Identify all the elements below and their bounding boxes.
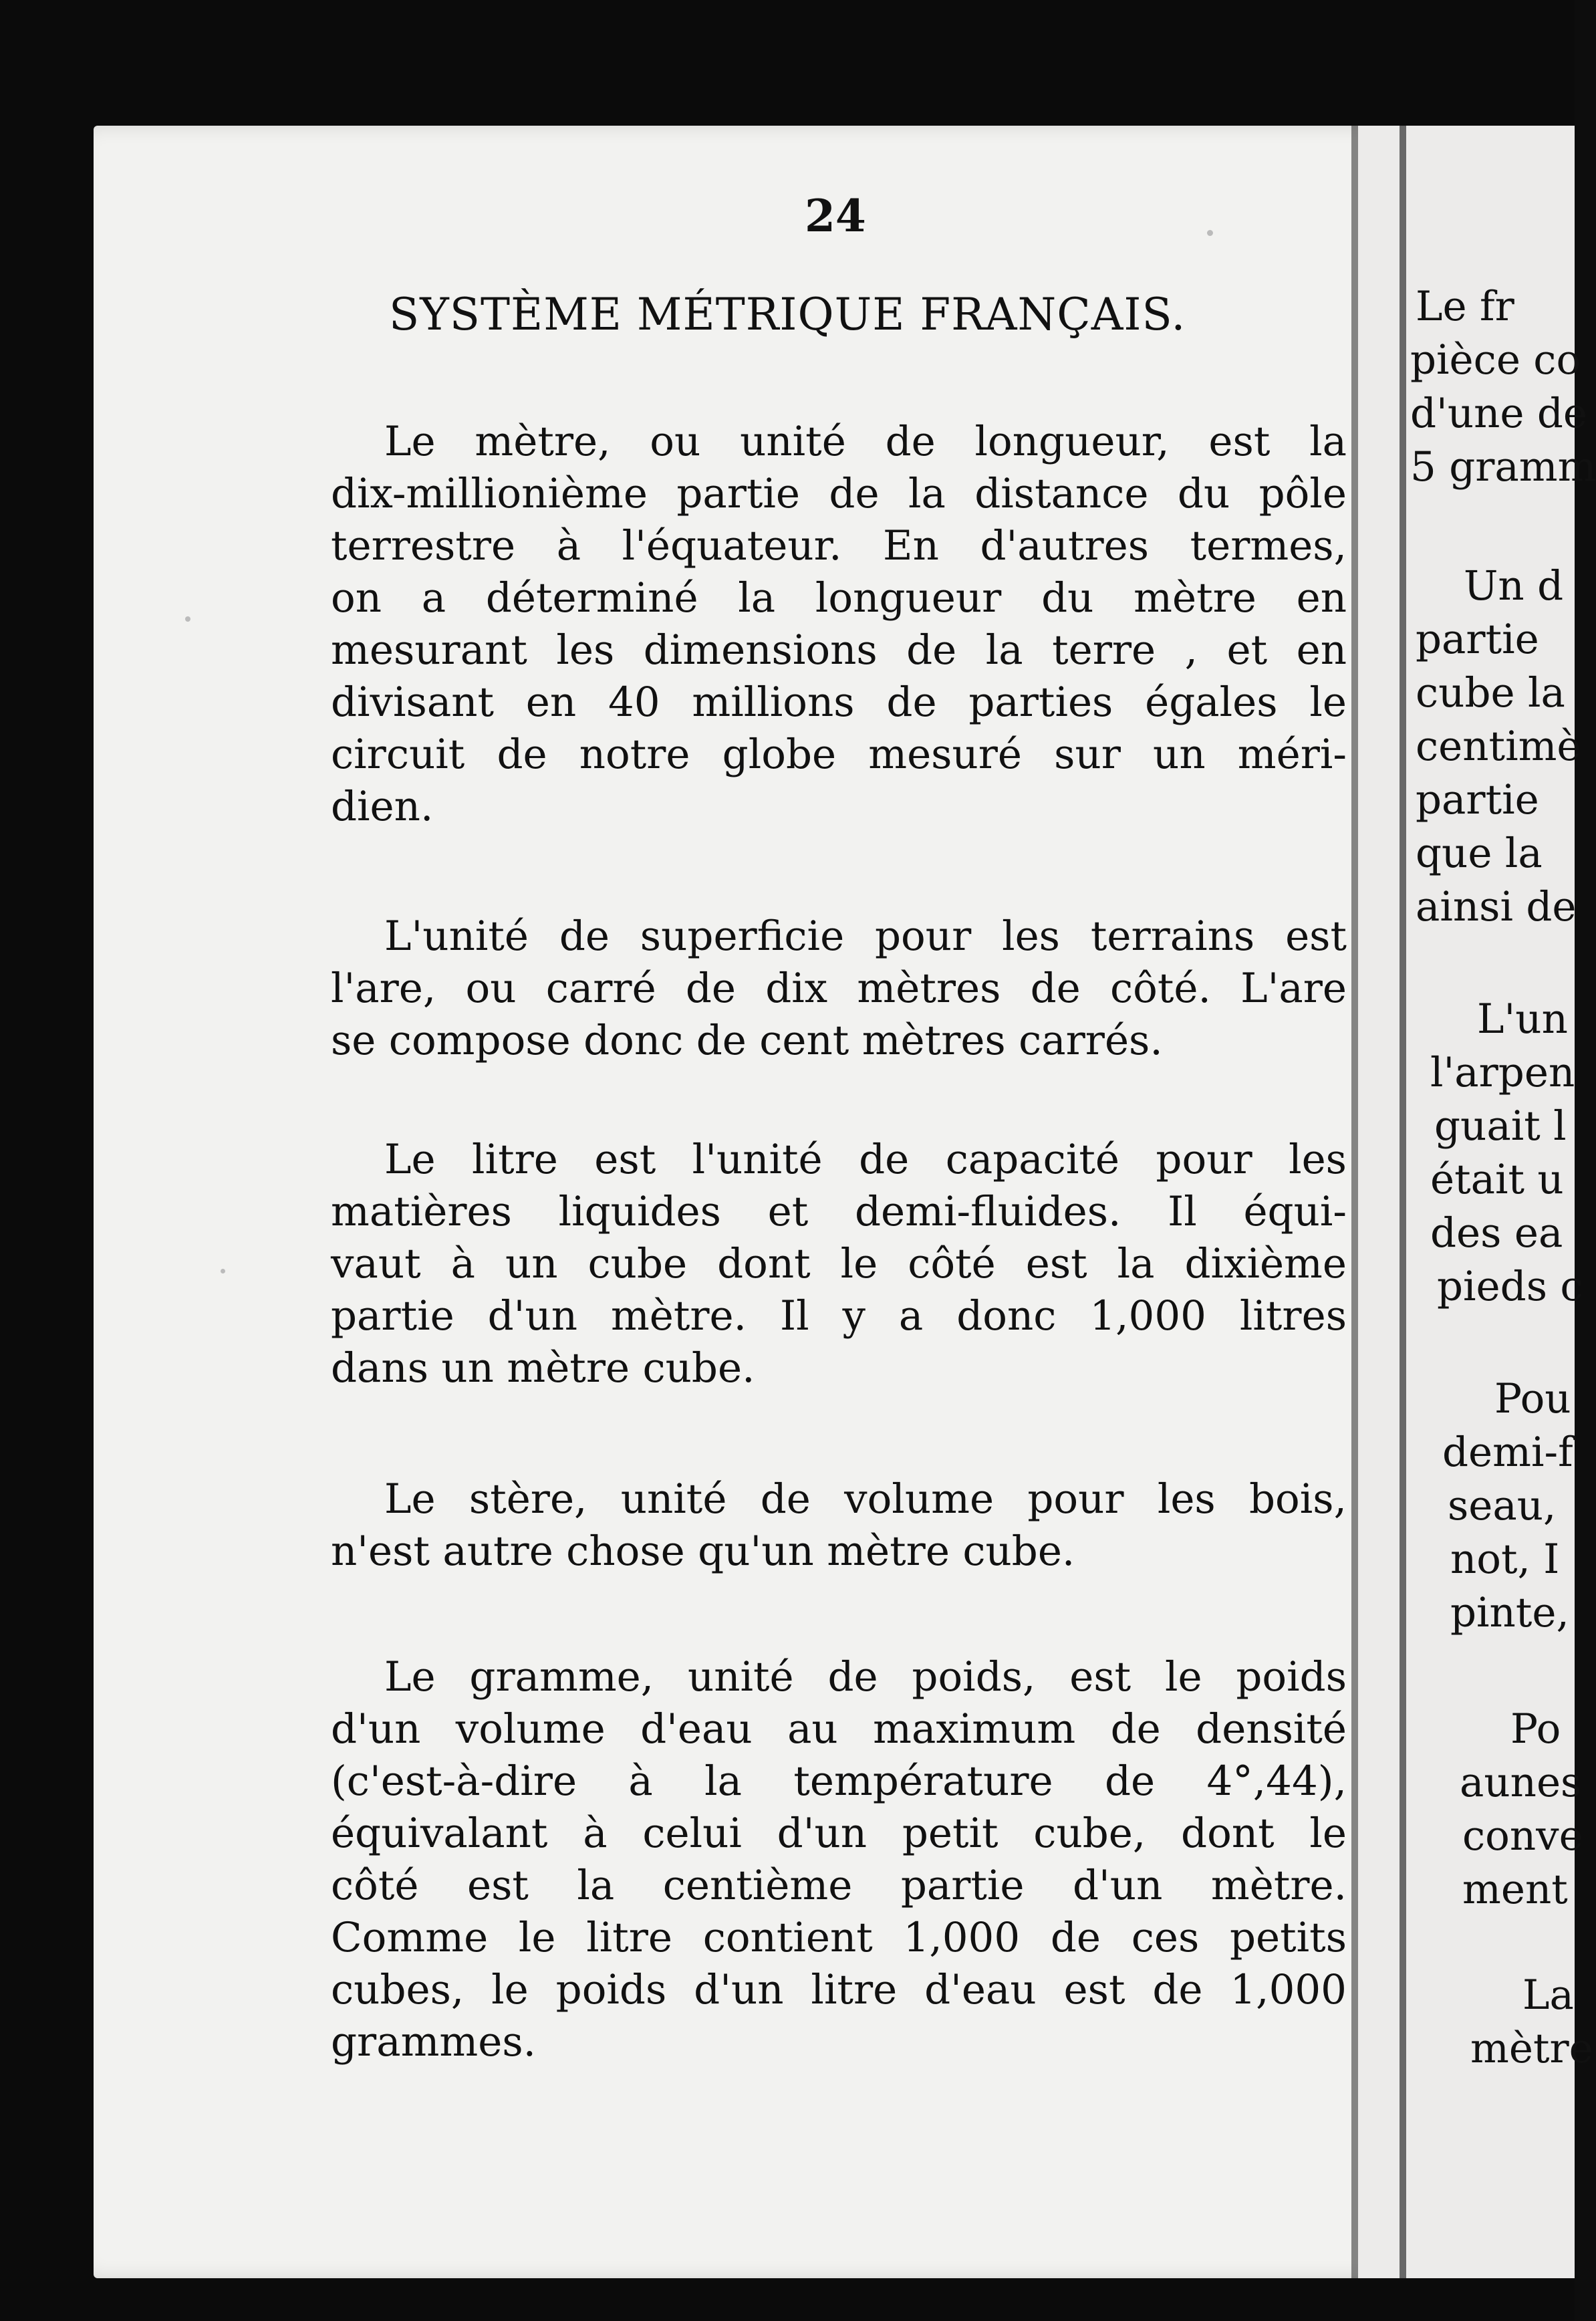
right-page-fragment: cube la — [1416, 669, 1565, 717]
right-page-fragment: conve — [1462, 1812, 1583, 1860]
right-page-fragment: des ea — [1430, 1209, 1563, 1257]
paragraph-line: Comme le litre contient 1,000 de ces petits — [331, 1914, 1347, 1961]
page-edge-shadow — [1400, 126, 1406, 2278]
paragraph-line: dix-millionième partie de la distance du pôle — [331, 470, 1347, 517]
paragraph-line: l'are, ou carré de dix mètres de côté. L'are — [331, 965, 1347, 1012]
right-page-fragment: aunes — [1460, 1759, 1582, 1806]
print-speck — [1207, 230, 1213, 236]
paragraph-line: divisant en 40 millions de parties égales le — [331, 679, 1347, 726]
right-page-fragment: seau, — [1448, 1482, 1557, 1530]
right-page-fragment: demi-f — [1442, 1429, 1573, 1476]
right-page-fragment: d'une de — [1410, 390, 1588, 437]
paragraph-line: d'un volume d'eau au maximum de densité — [331, 1705, 1347, 1753]
right-page-fragment: mètre — [1470, 2025, 1593, 2072]
right-page-fragment: L'un — [1477, 995, 1568, 1043]
paragraph-line: équivalant à celui d'un petit cube, dont le — [331, 1810, 1347, 1857]
paragraph-line: mesurant les dimensions de la terre , et en — [331, 626, 1347, 674]
paragraph-line: Le stère, unité de volume pour les bois, — [384, 1475, 1347, 1523]
right-page-fragment: l'arpen — [1430, 1049, 1575, 1096]
paragraph-line: dans un mètre cube. — [331, 1344, 755, 1392]
print-speck — [221, 1269, 225, 1273]
right-page-fragment: Pou — [1494, 1375, 1571, 1423]
paragraph-line: Le gramme, unité de poids, est le poids — [384, 1653, 1347, 1701]
right-page-fragment: partie — [1416, 776, 1539, 824]
page-title: SYSTÈME MÉTRIQUE FRANÇAIS. — [389, 289, 1186, 340]
right-page-fragment: Un d — [1464, 562, 1564, 610]
paragraph-line: on a déterminé la longueur du mètre en — [331, 574, 1347, 622]
paragraph-line: Le mètre, ou unité de longueur, est la — [384, 418, 1347, 465]
print-speck — [185, 616, 190, 622]
right-page-fragment: not, I — [1450, 1536, 1560, 1583]
paragraph-line: matières liquides et demi-fluides. Il équi- — [331, 1188, 1347, 1235]
right-page-fragment: La — [1522, 1971, 1574, 2019]
paragraph-line: L'unité de superficie pour les terrains est — [384, 912, 1347, 960]
right-page-fragment: que la — [1416, 830, 1543, 877]
paragraph-line: (c'est-à-dire à la température de 4°,44), — [331, 1757, 1347, 1805]
paragraph-line: n'est autre chose qu'un mètre cube. — [331, 1528, 1075, 1575]
paragraph-line: grammes. — [331, 2018, 537, 2066]
right-page-fragment: était u — [1430, 1156, 1564, 1203]
right-page-fragment: centimè — [1416, 723, 1581, 770]
right-page-fragment: ainsi de — [1416, 883, 1577, 931]
right-page-fragment: pinte, — [1450, 1589, 1569, 1636]
paragraph-line: cubes, le poids d'un litre d'eau est de 1,000 — [331, 1966, 1347, 2013]
right-page-fragment: partie — [1416, 616, 1539, 663]
paragraph-line: vaut à un cube dont le côté est la dixième — [331, 1240, 1347, 1288]
right-page-fragment: 5 gramm — [1410, 443, 1596, 491]
paragraph-line: dien. — [331, 783, 434, 830]
paragraph-line: se compose donc de cent mètres carrés. — [331, 1017, 1163, 1064]
page-number: 24 — [805, 190, 866, 242]
paragraph-line: partie d'un mètre. Il y a donc 1,000 litres — [331, 1292, 1347, 1340]
right-page-fragment: pieds c — [1437, 1263, 1583, 1310]
paragraph-line: circuit de notre globe mesuré sur un méri- — [331, 731, 1347, 778]
right-page-fragment: Le fr — [1416, 283, 1514, 330]
paragraph-line: terrestre à l'équateur. En d'autres termes, — [331, 522, 1347, 570]
right-page-fragment: Po — [1510, 1705, 1561, 1753]
right-page-fragment: ment — [1462, 1866, 1568, 1913]
right-page-fragment: guait l — [1434, 1102, 1567, 1150]
page-gutter-shadow — [1351, 126, 1358, 2278]
paragraph-line: côté est la centième partie d'un mètre. — [331, 1862, 1347, 1909]
right-page-fragment: pièce co — [1410, 336, 1581, 384]
paragraph-line: Le litre est l'unité de capacité pour les — [384, 1136, 1347, 1183]
